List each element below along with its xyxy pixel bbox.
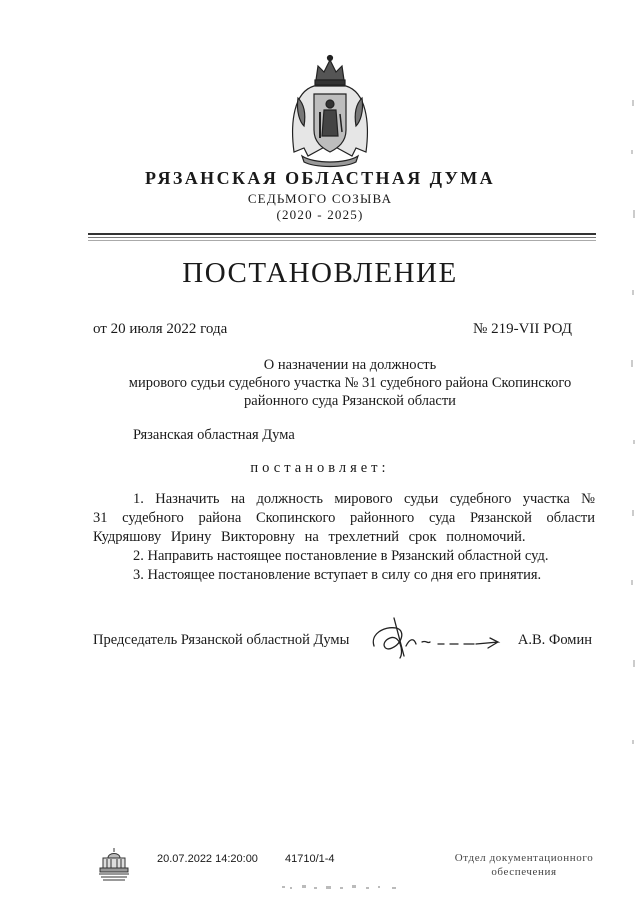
coat-of-arms-icon [284,52,376,170]
department-stamp [448,851,600,879]
resolution-item: 3. Настоящее постановление вступает в силу со дня его принятия. [133,567,542,583]
signatory-name: А.В. Фомин [517,632,592,648]
issuer: Рязанская областная Дума [133,427,295,443]
convocation: СЕДЬМОГО СОЗЫВА [247,191,393,206]
subject-line: мирового судьи судебного участка № 31 судебного района Скопинского [128,375,572,391]
subject-line: районного суда Рязанской области [244,393,456,409]
signatory-role: Председатель Рязанской областной Думы [93,632,350,648]
header-divider [88,240,596,241]
header-divider [88,233,596,235]
document-type: ПОСТАНОВЛЕНИЕ [182,257,458,289]
subject-line: О назначении на должность [263,357,437,373]
document-subject [110,356,590,410]
department-line: обеспечения [491,866,557,878]
scan-artifact [280,882,410,894]
handwritten-signature [370,612,510,662]
document-date: от 20 июля 2022 года [93,321,228,337]
operative-verb: постановляет: [250,460,390,476]
resolution-item: 2. Направить настоящее постановление в Рязанский областной суд. [133,548,549,564]
registration-datetime: 20.07.2022 14:20:00 [157,853,258,865]
resolution-items [93,490,595,585]
duma-building-icon [97,846,131,882]
organization-title: РЯЗАНСКАЯ ОБЛАСТНАЯ ДУМА [144,168,496,188]
resolution-item: 1. Назначить на должность мирового судьи судебного участка № 31 судебного района Скопинского районного суда Рязанской области Кудряшову Ирину Викторовну на трехлетний срок полномочий. [93,491,595,545]
header-divider [88,237,596,238]
department-line: Отдел документационного [454,852,594,864]
registration-number: 41710/1-4 [285,853,335,865]
scan-edge-artifact [626,60,638,840]
term-years: (2020 - 2025) [276,207,364,222]
document-number: № 219-VII РОД [473,321,572,337]
